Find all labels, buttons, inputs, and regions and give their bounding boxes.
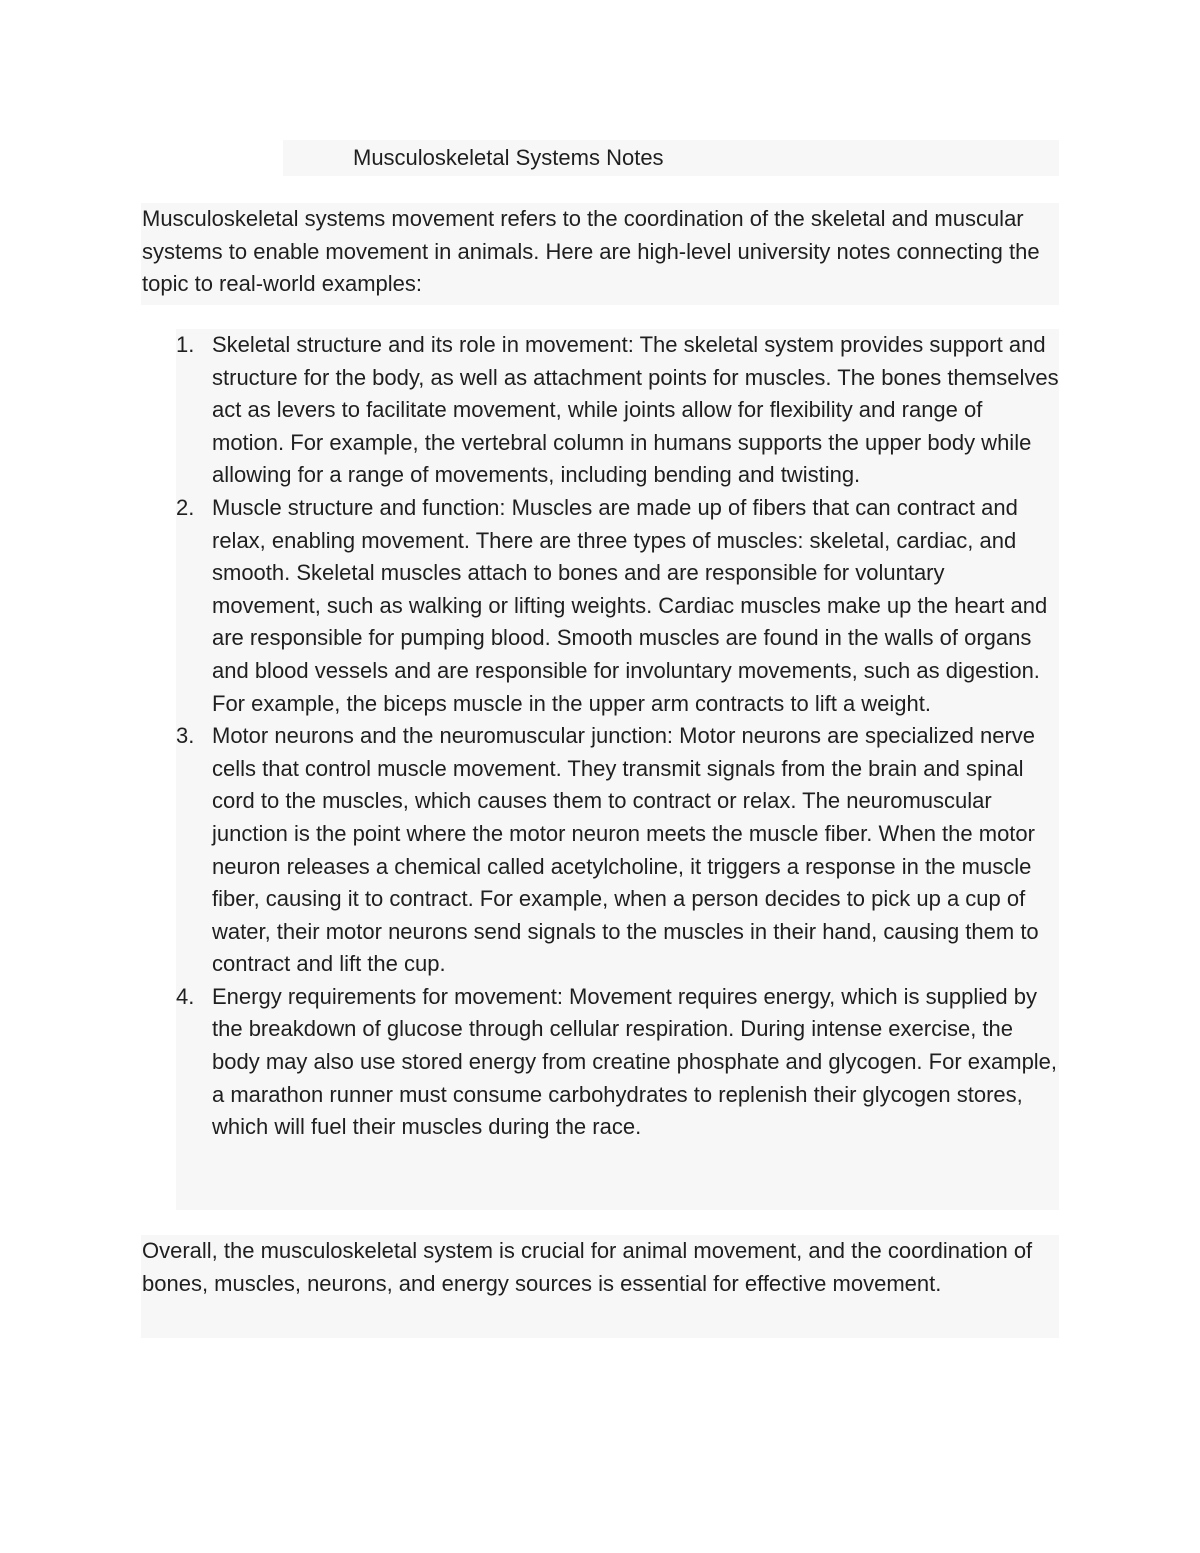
list-item-text: Motor neurons and the neuromuscular junction: Motor neurons are specialized nerve cells that control muscle movement. They transmit signals from the brain and spinal cord to the muscles, which causes them to contract or relax. The neuromuscular junction is the point where the motor neuron meets the muscle fiber. When the motor neuron releases a chemical called acetylcholine, it triggers a response in the muscle fiber, causing it to contract. For example, when a person decides to pick up a cup of water, their motor neurons send signals to the muscles in their hand, causing them to contract and lift the cup. (212, 723, 1039, 977)
list-item-text: Energy requirements for movement: Movement requires energy, which is supplied by the breakdown of glucose through cellular respiration. During intense exercise, the body may also use stored energy from creatine phosphate and glycogen. For example, a marathon runner must consume carbohydrates to replenish their glycogen stores, which will fuel their muscles during the race. (212, 983, 1058, 1140)
list-item-text: Skeletal structure and its role in movement: The skeletal system provides support and structure for the body, as well as attachment points for muscles. The bones themselves act as levers to facilitate movement, while joints allow for flexibility and range of motion. For example, the vertebral column in humans supports the upper body while allowing for a range of movements, including bending and twisting. (212, 332, 1059, 488)
conclusion-block (141, 1235, 1059, 1338)
list-item-number: 2. (176, 494, 195, 520)
numbered-list (176, 329, 1059, 1144)
conclusion-paragraph: Overall, the musculoskeletal system is crucial for animal movement, and the coordination of bones, muscles, neurons, and energy sources is essential for effective movement. (142, 1238, 1033, 1296)
list-item (176, 329, 1059, 492)
page-title: Musculoskeletal Systems Notes (353, 145, 664, 170)
numbered-list-block (176, 329, 1059, 1210)
list-item-number: 1. (176, 332, 195, 357)
list-item-number: 4. (176, 983, 195, 1009)
title-block (283, 140, 1059, 176)
list-item (176, 981, 1059, 1144)
list-item (176, 492, 1059, 720)
list-item-number: 3. (176, 723, 195, 749)
list-item-text: Muscle structure and function: Muscles are made up of fibers that can contract and relax, enabling movement. There are three types of muscles: skeletal, cardiac, and smooth. Skeletal muscles attach to bones and are responsible for voluntary movement, such as walking or lifting weights. Cardiac muscles make up the heart and are responsible for pumping blood. Smooth muscles are found in the walls of organs and blood vessels and are responsible for involuntary movements, such as digestion. For example, the biceps muscle in the upper arm contracts to lift a weight. (212, 494, 1048, 716)
intro-paragraph: Musculoskeletal systems movement refers to the coordination of the skeletal and muscular systems to enable movement in animals. Here are high-level university notes connecting the topic to real-world examples: (142, 206, 1040, 297)
intro-block (141, 203, 1059, 305)
list-item (176, 720, 1059, 981)
